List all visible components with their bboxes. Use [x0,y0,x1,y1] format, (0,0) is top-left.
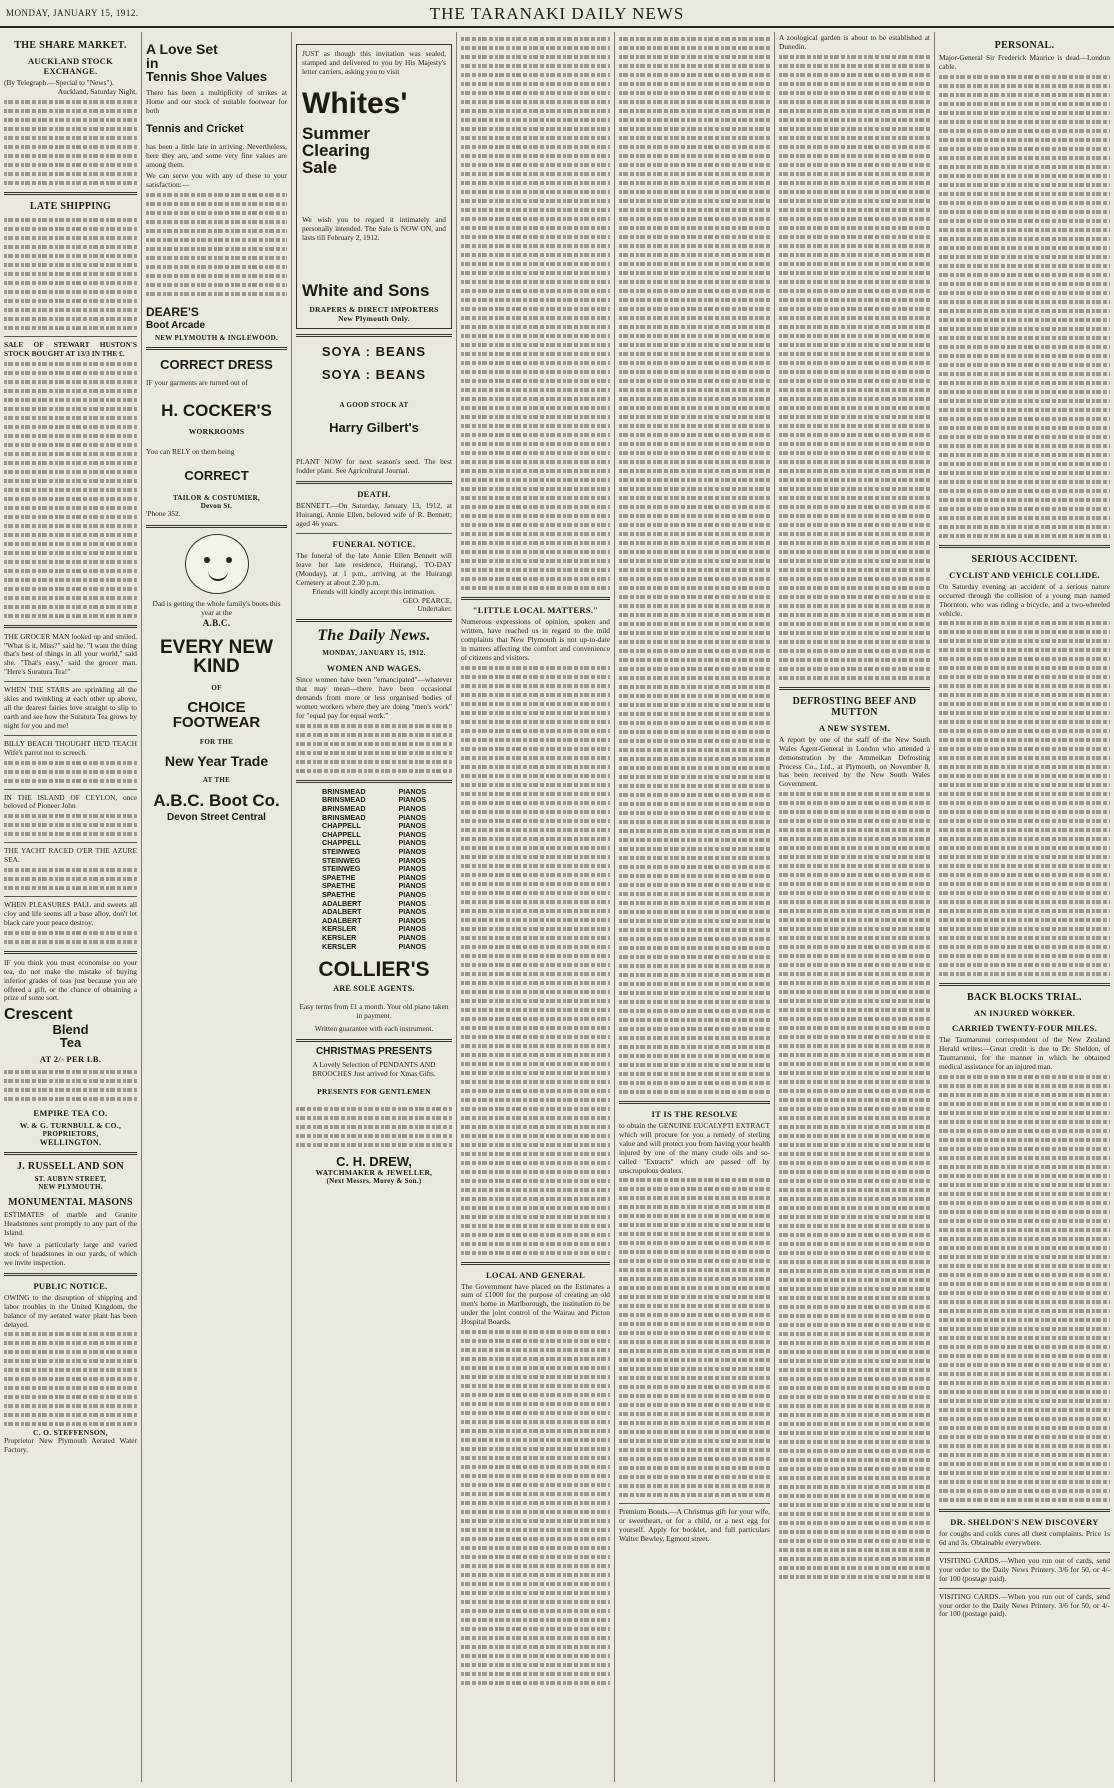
piano-word: PIANOS [398,821,426,831]
estimates-text: ESTIMATES of marble and Granite Headstones sent promptly to any part of the Island. [4,1210,137,1238]
piano-maker: ADALBERT [322,907,362,917]
just-invitation: JUST as though this invitation was sealed, stamped and delivered to you by His Majesty's letter carriers, asking you to visit [302,49,446,76]
premium-bonds: Premium Bonds.—A Christmas gift for your wife, or sweetheart, or for a child, or a nest egg for yourself. Apply for booklet, and full particulars Walter Bewley, Egmont street. [619,1507,770,1544]
column-6 [775,32,935,1782]
resolve-heading: IT IS THE RESOLVE [651,1109,738,1119]
personal-heading: PERSONAL. [994,40,1055,51]
sheldon-ad: DR. SHELDON'S NEW DISCOVERY [950,1517,1099,1528]
empire-tea: EMPIRE TEA CO. [33,1108,108,1119]
piano-maker: KERSLER [322,924,357,934]
economise-ad: IF you think you must economise on your tea, do not make the mistake of buying inferior grades of teas just because you are offered a gift, or the chance of obtaining a prize of some sort. [4,957,137,1003]
piano-word: PIANOS [398,786,426,796]
love-set-body: There has been a multiplicity of strikes at Home and our stock of suitable footwear for both [146,88,287,115]
piano-maker: BRINSMEAD [322,786,366,796]
serve-line: We can serve you with any of these to your satisfaction:— [146,171,287,190]
christmas-presents: CHRISTMAS PRESENTS [315,1045,433,1057]
carried-subhead: CARRIED TWENTY-FOUR MILES. [951,1023,1097,1034]
editorial-date: MONDAY, JANUARY 15, 1912. [322,649,426,658]
piano-word: PIANOS [398,924,426,934]
garments-line: IF your garments are turned out of [146,378,248,388]
column-7 [935,32,1114,1782]
piano-row [296,839,452,848]
local-general-heading: LOCAL AND GENERAL [485,1269,586,1280]
crescent-title: Crescent [4,1006,73,1024]
tennis-body: has been a little late in arriving. Nevertheless, here they are, and some very fine values are among them. [146,141,287,169]
column-5 [615,32,775,1782]
piano-maker: ADALBERT [322,898,362,908]
local-general-text [461,1327,610,1687]
guarantee: Written guarantee with each instrument. [314,1023,434,1033]
new-plymouth-1: NEW PLYMOUTH. [38,1183,103,1192]
tea-title: Tea [59,1035,82,1051]
ch-drew: C. H. DREW, [336,1153,412,1169]
little-local-text [461,663,610,1257]
at-the: AT THE [202,775,231,784]
serious-accident-heading: SERIOUS ACCIDENT. [971,553,1078,565]
deares-towns: NEW PLYMOUTH & INGLEWOOD. [154,334,278,343]
blend-title: Blend [52,1022,89,1038]
piano-word: PIANOS [398,881,426,891]
piano-word: PIANOS [398,847,426,856]
devon-st: Devon St. [200,502,233,511]
visiting-cards-2: VISITING CARDS.—When you run out of cards, send your order to the Daily News Printery. 3/6 for 50, or 4/- for 100 (postage paid). [939,1591,1110,1619]
new-system-subhead: A NEW SYSTEM. [818,722,891,733]
piano-maker: STEINWEG [322,847,361,856]
cocker: H. COCKER'S [161,401,272,421]
telegraph-line: (By Telegraph.—Special to "News"). [4,78,114,87]
back-blocks-heading: BACK BLOCKS TRIAL. [967,992,1082,1004]
soya-beans-2: SOYA : BEANS [321,367,427,383]
public-notice-heading: PUBLIC NOTICE. [33,1280,108,1291]
piano-maker: KERSLER [322,941,357,951]
love-set-line2: in [146,55,159,71]
for-the: FOR THE [199,737,234,746]
piano-word: PIANOS [398,932,426,942]
piano-row [296,934,452,943]
white-and-sons: White and Sons [302,281,430,301]
defrosting-heading: DEFROSTING BEEF AND MUTTON [792,695,917,718]
cyclist-subhead: CYCLIST AND VEHICLE COLLIDE. [949,569,1100,580]
piano-word: PIANOS [398,941,426,951]
piano-word: PIANOS [398,907,426,917]
sale-text [4,359,137,620]
soya-beans-1: SOYA : BEANS [321,344,427,360]
easy-terms: Easy terms from £1 a month. Your old piano taken in payment. [299,1002,449,1021]
steffenson: C. O. STEFFENSON, [33,1428,108,1438]
piano-row [296,874,452,883]
harry-gilbert: Harry Gilbert's [329,420,419,436]
kind: KIND [193,655,240,677]
piano-maker: KERSLER [322,932,357,942]
yacht-ad: THE YACHT RACED O'ER THE AZURE SEA. [4,846,137,865]
women-wages-heading: WOMEN AND WAGES. [326,663,422,674]
local-general-body: The Government have placed on the Estimates a sum of £1000 for the purpose of creating an old men's home in Marlborough, the institution to be under the joint control of the Wairau and Picton Hospital Boards. [461,1281,610,1327]
piano-row [296,943,452,952]
workrooms: WORKROOMS [188,427,245,437]
new-year-trade: New Year Trade [164,752,269,769]
piano-word: PIANOS [398,855,426,865]
late-shipping-heading: LATE SHIPPING [29,200,112,212]
footwear: FOOTWEAR [172,713,261,731]
newspaper-title: THE TARANAKI DAILY NEWS [429,4,685,23]
sole-agents: ARE SOLE AGENTS. [333,984,415,994]
tennis-cricket: Tennis and Cricket [146,122,244,135]
steffenson-title: Proprietor New Plymouth Aerated Water Factory. [4,1436,137,1455]
back-blocks-body: The Taumarunui correspondent of the New Zealand Herald writes:—Great credit is due to Dr. Sheldon, of Taumarunui, for the manner in which he obtained medical assistance for an injured man. [939,1035,1110,1072]
deares-name: DEARE'S [146,305,199,320]
correct-dress: CORRECT DRESS [160,357,273,373]
injured-worker-subhead: AN INJURED WORKER. [973,1008,1076,1019]
good-stock: A GOOD STOCK AT [339,401,409,410]
boot-arcade: Boot Arcade [146,320,206,332]
column-3 [292,32,457,1782]
abc-small: A.B.C. [202,617,231,628]
wellington: WELLINGTON. [39,1138,102,1148]
devon-central: Devon Street Central [167,811,266,823]
resolve-body: to obtain the GENUINE EUCALYPTI EXTRACT which will procure for you a remedy of sterling value and will protect you from having your health injured by one of the many crude oils and so-called "Extracts" which are passed off by unscrupulous dealers. [619,1121,770,1175]
sale-heading: SALE OF STEWART HUSTON'S STOCK BOUGHT AT 13/3 IN THE £. [4,339,137,358]
serious-body: On Saturday evening an accident of a serious nature occurred through the collision of a young man named Thornton, who was riding a bicycle, and a two-wheeled vehicle. [939,581,1110,618]
sale: Sale [302,157,337,177]
baby-illustration [185,534,249,594]
choice: CHOICE [187,698,246,716]
piano-word: PIANOS [398,898,426,908]
coughs-line: for coughs and colds cures all chest complaints. Price 1s 6d and 3s. Obtainable everywhere. [939,1529,1110,1547]
piano-word: PIANOS [398,864,426,874]
plant-now: PLANT NOW for next season's seed. The best fodder plant. See Agricultural Journal. [296,457,452,476]
turnbull: W. & G. TURNBULL & CO., [19,1121,122,1131]
funeral-body: The funeral of the late Annie Ellen Bennett will leave her late residence, Huirangi, TO-DAY (Monday), at 1 p.m., arriving at the Huirangi Cemetery at about 2.30 p.m. [296,550,452,587]
issue-date: MONDAY, JANUARY 15, 1912. [6,8,139,18]
piano-row [296,848,452,857]
zoo-item: A zoological garden is about to be established at Dunedin. [779,33,930,51]
piano-maker: CHAPPELL [322,838,361,848]
piano-row [296,788,452,797]
little-local-heading: "LITTLE LOCAL MATTERS." [472,605,599,615]
little-local-body: Numerous expressions of opinion, spoken and written, have reached us in regard to the mild complaints that New Plymouth is not up-to-date in matters affecting the comfort and convenience of citizens and visitors. [461,617,610,662]
share-market-heading: THE SHARE MARKET. [14,40,127,51]
piano-row [296,857,452,866]
personal-body: Major-General Sir Frederick Maurice is dead—London cable. [939,53,1110,71]
aubyn-street: ST. AUBYN STREET, [34,1175,107,1184]
piano-maker: SPAETHE [322,881,356,891]
proprietors: PROPRIETORS, [42,1130,99,1139]
piano-row [296,917,452,926]
phone: 'Phone 352. [146,509,181,519]
correct-word: CORRECT [184,468,249,484]
piano-row [296,865,452,874]
of-word: OF [211,683,222,692]
abc-boot-co: A.B.C. Boot Co. [153,790,280,810]
colliers: COLLIER'S [318,958,430,982]
stock-exchange-heading: AUCKLAND STOCK EXCHANGE. [27,56,114,76]
piano-row [296,796,452,805]
whites: Whites' [302,86,408,120]
billy-ad: BILLY BEACH THOUGHT HE'D TEACH Wife's parrot not to screech. [4,738,137,757]
friends-line: Friends will kindly accept this intimation. [312,586,436,596]
summer: Summer [302,123,371,143]
place-line: Auckland, Saturday Night. [57,86,137,96]
piano-maker: STEINWEG [322,855,361,865]
news-text-6 [779,52,930,682]
whites-ad [296,44,452,329]
russell-and-son: J. RUSSELL AND SON [16,1161,125,1173]
piano-row [296,831,452,840]
clearing: Clearing [302,140,371,160]
piano-row [296,822,452,831]
stars-ad: WHEN THE STARS are sprinkling all the skies and twinkling at each other up above, all the dearest fairies love straight to slip to earth and see how the Suratura Tea grows by night for you and me! [4,685,137,730]
piano-maker: CHAPPELL [322,829,361,839]
tea-price: AT 2/- PER LB. [39,1054,102,1065]
piano-word: PIANOS [398,915,426,925]
pianos-list [296,788,452,951]
gentlemen: PRESENTS FOR GENTLEMEN [317,1086,431,1096]
ceylon-ad: IN THE ISLAND OF CEYLON, once beloved of Pioneer John [4,792,137,811]
undertaker: Undertaker. [417,604,452,614]
love-set-line1: A Love Set [146,41,218,57]
column-4 [457,32,615,1782]
column-1 [0,32,142,1782]
shipping-text [4,215,137,332]
women-wages-body: Since women have been "emancipated"—whatever that may mean—there have been occasional demands from more or less organised bodies of women workers where they are doing "men's work" for "equal pay for equal work." [296,675,452,720]
next-morey: (Next Messrs. Morey & Son.) [326,1176,422,1185]
piano-row [296,900,452,909]
visiting-cards-1: VISITING CARDS.—When you run out of cards, send your order to the Daily News Printery. 3/6 for 50, or 4/- for 100 (postage paid). [939,1555,1110,1583]
piano-maker: ADALBERT [322,915,362,925]
piano-maker: BRINSMEAD [322,795,366,805]
piano-row [296,891,452,900]
every-new: EVERY NEW [160,636,273,658]
tailor: TAILOR & COSTUMIER, [172,494,261,503]
piano-row [296,814,452,823]
sale-wish: We wish you to regard it intimately and personally intended. The Sale is NOW ON, and lasts till February 2, 1912. [302,214,446,242]
death-heading: DEATH. [357,489,391,500]
defrosting-body: A report by one of the staff of the New South Wales Agent-General in London who attended a demonstration by the Ammeikan Defrosting Process Co., Ltd., at Plymouth, on November 8, has been received by the New South Wales Government. [779,734,930,789]
piano-word: PIANOS [398,795,426,805]
pleasures-ad: WHEN PLEASURES PALL and sweets all cloy and life seems all a base alloy, don't let black care your peace destroy. [4,900,137,927]
masthead [0,2,1114,28]
piano-row [296,925,452,934]
public-notice-body: OWING to the disruption of shipping and labor troubles in the United Kingdom, the balance of my aerated water plant has been delayed. [4,1292,137,1329]
grocer-ad: THE GROCER MAN looked up and smiled. "What is it, Miss?" said he. "I want the thing that's best of things in all your world," said she. "That's easy," said the grocer man. "Here's Suratura Tea!" [4,631,137,677]
piano-word: PIANOS [398,872,426,882]
piano-row [296,805,452,814]
love-set-line3: Tennis Shoe Values [146,69,268,84]
editorial-text-1 [461,34,610,592]
piano-word: PIANOS [398,804,426,814]
drapers: DRAPERS & DIRECT IMPORTERS [309,305,439,315]
piano-maker: SPAETHE [322,872,356,882]
piano-word: PIANOS [398,889,426,899]
dad-line: Dad is getting the whole family's boots this year at the [152,598,281,617]
local-news-text [619,34,770,1096]
piano-row [296,882,452,891]
share-prices-text [4,97,137,187]
np-only: New Plymouth Only. [338,314,410,324]
piano-word: PIANOS [398,829,426,839]
column-2 [142,32,292,1782]
daily-news-nameplate: The Daily News. [317,627,431,645]
headstones-stock: We have a particularly large and varied stock of headstones in our yards, of which we invite inspection. [4,1240,137,1267]
piano-row [296,908,452,917]
funeral-heading: FUNERAL NOTICE. [332,538,416,549]
piano-maker: SPAETHE [322,889,356,899]
piano-maker: STEINWEG [322,864,361,874]
pendants: A Lovely Selection of PENDANTS AND BROOCHES Just arrived for Xmas Gifts. [312,1059,436,1078]
watchmaker: WATCHMAKER & JEWELLER, [315,1167,433,1177]
piano-maker: BRINSMEAD [322,812,366,822]
piano-maker: BRINSMEAD [322,804,366,814]
monumental-masons: MONUMENTAL MASONS [8,1197,133,1209]
rely-line: You can RELY on them being [146,447,235,457]
piano-word: PIANOS [398,812,426,822]
piano-word: PIANOS [398,838,426,848]
piano-maker: CHAPPELL [322,821,361,831]
pearce: GEO. PEARCE, [402,595,452,605]
bennett-notice: BENNETT.—On Saturday, January 13, 1912, at Huirangi, Annie Ellen, beloved wife of R. Bennett; aged 46 years. [296,501,452,529]
